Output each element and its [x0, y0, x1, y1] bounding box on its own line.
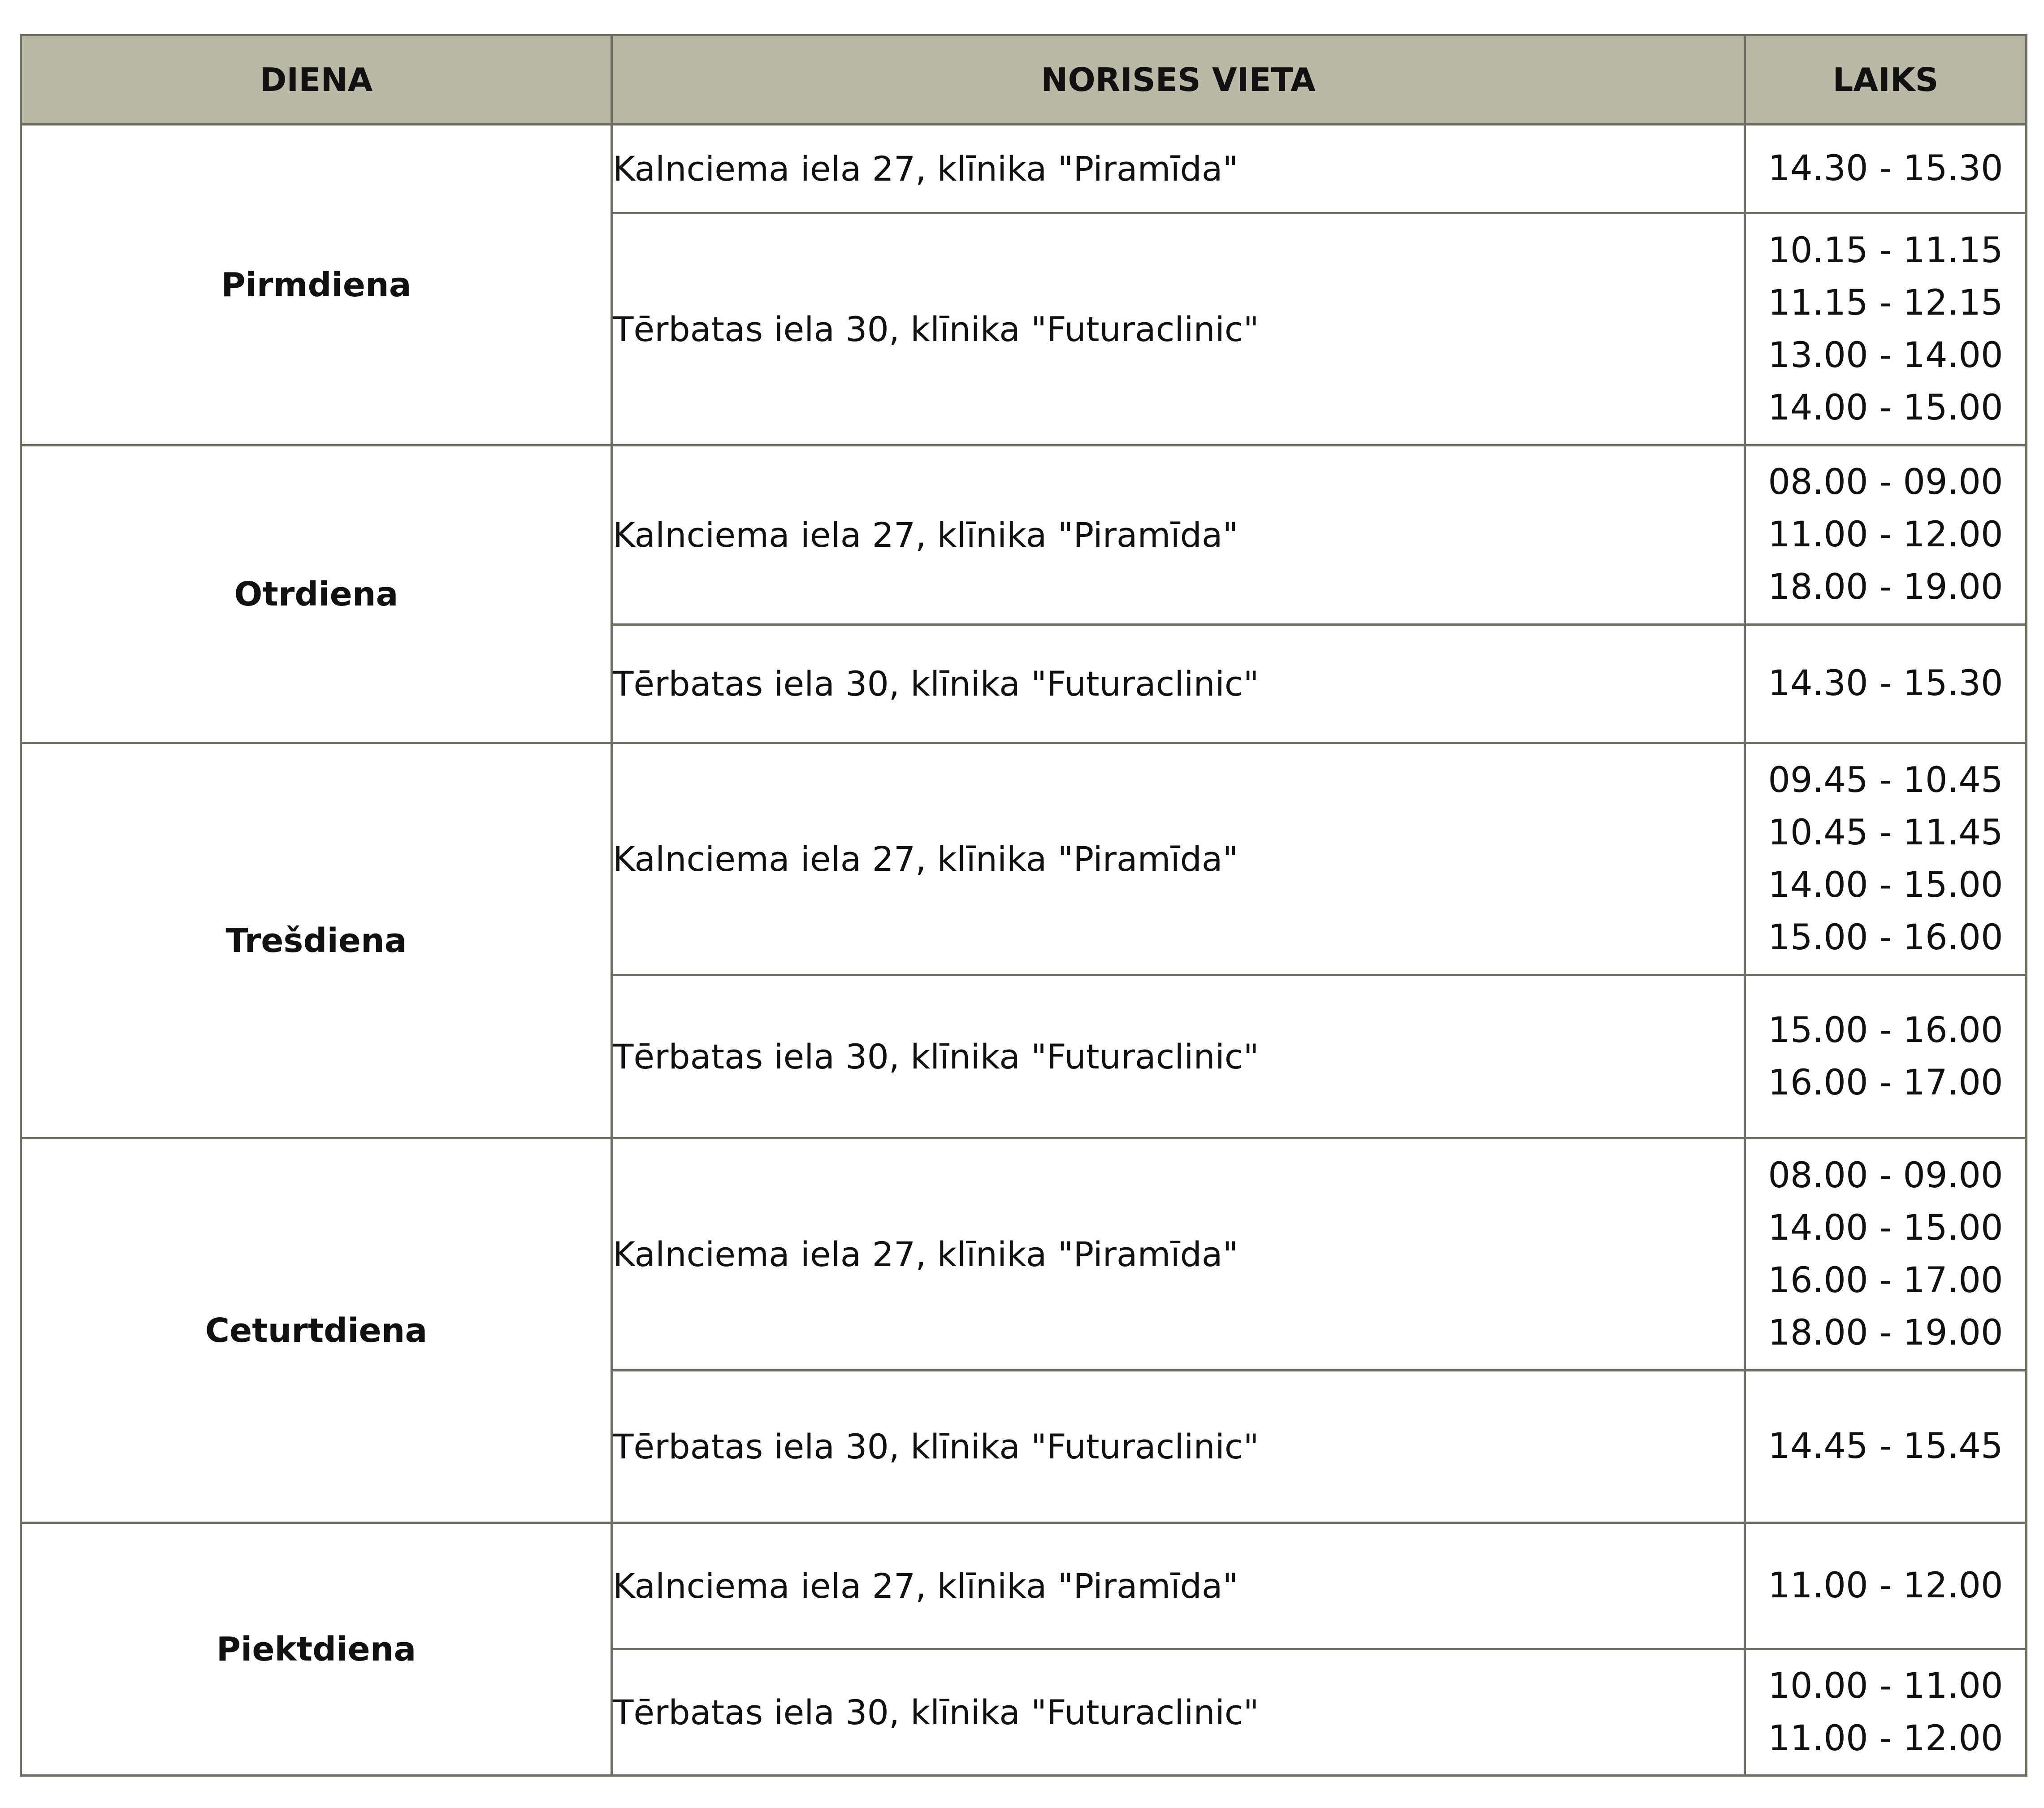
time-slot: 14.45 - 15.45: [1768, 1426, 2003, 1466]
time-slot: 15.00 - 16.00: [1768, 1010, 2003, 1051]
day-cell-friday: Piektdiena: [21, 1523, 612, 1776]
place-cell: Tērbatas iela 30, klīnika "Futuraclinic": [612, 213, 1745, 446]
place-cell: Tērbatas iela 30, klīnika "Futuraclinic": [612, 625, 1745, 743]
time-slot: 10.00 - 11.00: [1768, 1665, 2003, 1706]
time-slot: 13.00 - 14.00: [1768, 335, 2003, 376]
time-slot: 14.30 - 15.30: [1768, 148, 2003, 189]
place-cell: Kalnciema iela 27, klīnika "Piramīda": [612, 446, 1745, 625]
time-slot: 18.00 - 19.00: [1768, 1312, 2003, 1353]
time-cell: [1745, 1371, 2027, 1523]
time-slot: 11.00 - 12.00: [1768, 1718, 2003, 1759]
table-row: [21, 743, 2027, 975]
time-slot: 14.00 - 15.00: [1768, 1207, 2003, 1248]
time-cell: [1745, 975, 2027, 1138]
time-slot: 15.00 - 16.00: [1768, 917, 2003, 958]
time-cell: [1745, 446, 2027, 625]
header-day: DIENA: [21, 35, 612, 125]
time-cell: [1745, 743, 2027, 975]
place-cell: Tērbatas iela 30, klīnika "Futuraclinic": [612, 1649, 1745, 1776]
place-cell: Kalnciema iela 27, klīnika "Piramīda": [612, 125, 1745, 213]
time-slot: 11.15 - 12.15: [1768, 282, 2003, 323]
time-slot: 16.00 - 17.00: [1768, 1062, 2003, 1103]
time-slot: 14.30 - 15.30: [1768, 663, 2003, 704]
time-cell: [1745, 1523, 2027, 1649]
header-time: LAIKS: [1745, 35, 2027, 125]
time-slot: 18.00 - 19.00: [1768, 567, 2003, 607]
table-row: [21, 125, 2027, 213]
day-cell-monday: Pirmdiena: [21, 125, 612, 446]
day-cell-thursday: Ceturtdiena: [21, 1138, 612, 1523]
time-cell: [1745, 125, 2027, 213]
time-slot: 16.00 - 17.00: [1768, 1260, 2003, 1301]
header-row: [21, 35, 2027, 125]
time-cell: [1745, 625, 2027, 743]
day-cell-tuesday: Otrdiena: [21, 446, 612, 743]
place-cell: Kalnciema iela 27, klīnika "Piramīda": [612, 743, 1745, 975]
header-place: NORISES VIETA: [612, 35, 1745, 125]
time-slot: 08.00 - 09.00: [1768, 1155, 2003, 1196]
time-slot: 14.00 - 15.00: [1768, 865, 2003, 905]
time-slot: 14.00 - 15.00: [1768, 387, 2003, 428]
place-cell: Kalnciema iela 27, klīnika "Piramīda": [612, 1138, 1745, 1371]
time-slot: 11.00 - 12.00: [1768, 1566, 2003, 1606]
schedule-table: [20, 34, 2027, 1777]
time-slot: 10.15 - 11.15: [1768, 230, 2003, 271]
table-row: [21, 1138, 2027, 1371]
time-slot: 11.00 - 12.00: [1768, 515, 2003, 555]
time-slot: 09.45 - 10.45: [1768, 760, 2003, 800]
table-row: [21, 446, 2027, 625]
time-cell: [1745, 1649, 2027, 1776]
time-slot: 08.00 - 09.00: [1768, 462, 2003, 502]
place-cell: Kalnciema iela 27, klīnika "Piramīda": [612, 1523, 1745, 1649]
time-slot: 10.45 - 11.45: [1768, 812, 2003, 853]
place-cell: Tērbatas iela 30, klīnika "Futuraclinic": [612, 1371, 1745, 1523]
day-cell-wednesday: Trešdiena: [21, 743, 612, 1138]
time-cell: [1745, 1138, 2027, 1371]
time-cell: [1745, 213, 2027, 446]
place-cell: Tērbatas iela 30, klīnika "Futuraclinic": [612, 975, 1745, 1138]
table-row: [21, 1523, 2027, 1649]
